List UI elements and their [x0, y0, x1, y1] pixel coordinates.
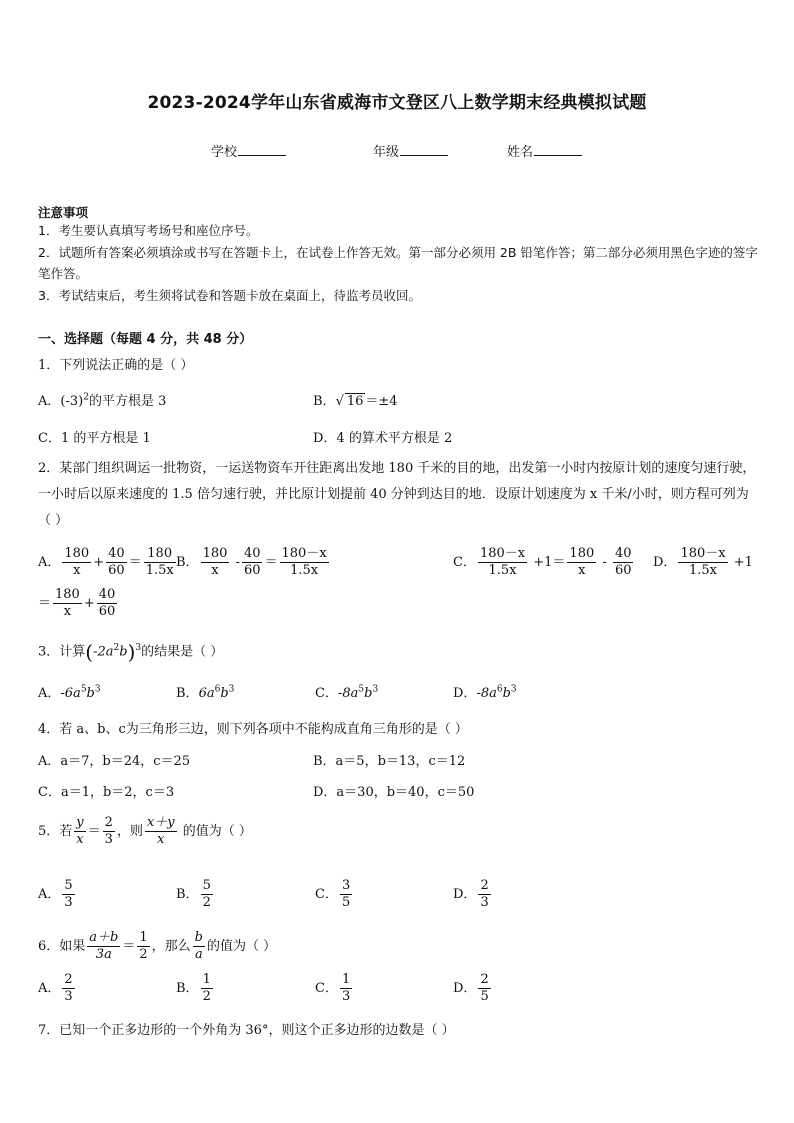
- q4-option-b[interactable]: B．a＝5，b＝13，c＝12: [313, 754, 466, 769]
- q1-option-b[interactable]: B．√ 16 ＝±4: [313, 394, 398, 409]
- q4-option-c[interactable]: C．a＝1，b＝2，c＝3: [38, 785, 175, 800]
- q1-stem: 1．下列说法正确的是（ ）: [38, 358, 194, 373]
- notice-item-1: 1．考生要认真填写考场号和座位序号。: [38, 223, 259, 238]
- school-field[interactable]: [211, 141, 286, 160]
- q2-stem: 2．某部门组织调运一批物资，一运送物资车开往距离出发地 180 千米的目的地，出发第一小时内按原计划的速度匀速行驶，一小时后以原来速度的 1.5 倍匀速行驶，并比原计划提前 40 分钟到达目的地．设原计划速度为 x 千米/小时，则方程可列为（ ）: [38, 461, 756, 528]
- notice-heading: 注意事项: [38, 205, 89, 220]
- q1-option-c[interactable]: C．1 的平方根是 1: [38, 431, 151, 446]
- q3-option-a[interactable]: A．$-6a^5b^3$: [38, 684, 101, 701]
- q4-option-d[interactable]: D．a＝30，b＝40，c＝50: [313, 785, 475, 800]
- name-field[interactable]: [507, 141, 582, 160]
- q3-option-d[interactable]: D．$-8a^6b^3$: [453, 684, 517, 701]
- q4-stem: 4．若 a、b、c为三角形三边，则下列各项中不能构成直角三角形的是（ ）: [38, 722, 468, 737]
- notice-item-3: 3．考试结束后，考生须将试卷和答题卡放在桌面上，待监考员收回。: [38, 288, 421, 303]
- q5-option-b[interactable]: B． $\frac{5}{2}$: [176, 878, 211, 910]
- q5-option-a[interactable]: A． $\frac{5}{3}$: [38, 878, 73, 910]
- q5-stem: 5．若 $\frac{y}{x}$ ＝ $\frac{2}{3}$ ，则 $\frac{x+y}{x}$ 的值为（ ）: [38, 815, 252, 847]
- q7-stem: 7．已知一个正多边形的一个外角为 36°，则这个正多边形的边数是（ ）: [38, 1023, 455, 1038]
- q2-option-a[interactable]: A． $\frac{180}{x}$ + $\frac{40}{60}$ ＝ $\frac{180}{1.5x}$: [38, 546, 174, 578]
- grade-label: 年级: [373, 145, 400, 160]
- q4-option-a[interactable]: A．a＝7，b＝24，c＝25: [38, 754, 191, 769]
- q2-option-d[interactable]: D． $\frac{180-x}{1.5x}$ +1: [653, 546, 753, 578]
- q3-option-b[interactable]: B．$6a^6b^3$: [176, 684, 235, 701]
- q2-option-d-continued: ＝ $\frac{180}{x}$ + $\frac{40}{60}$: [38, 587, 116, 619]
- q1-option-d[interactable]: D．4 的算术平方根是 2: [313, 431, 453, 446]
- school-label: 学校: [211, 145, 238, 160]
- grade-field[interactable]: [373, 141, 448, 160]
- q3-option-c[interactable]: C．$-8a^5b^3$: [315, 684, 379, 701]
- q2-option-b[interactable]: B． $\frac{180}{x}$ - $\frac{40}{60}$ ＝ $\frac{180-x}{1.5x}$: [176, 546, 327, 578]
- q1-option-a[interactable]: A．$(-3)^2$的平方根是 3: [38, 392, 167, 409]
- q6-option-c[interactable]: C． $\frac{1}{3}$: [315, 972, 351, 1004]
- q6-option-b[interactable]: B． $\frac{1}{2}$: [176, 972, 211, 1004]
- q3-stem: 3．计算$(-2a^2b)^3$的结果是（ ）: [38, 640, 224, 664]
- notice-item-2: 2．试题所有答案必须填涂或书写在答题卡上，在试卷上作答无效。第一部分必须用 2B 铅笔作答；第二部分必须用黑色字迹的签字笔作答。: [38, 245, 758, 281]
- q6-option-a[interactable]: A． $\frac{2}{3}$: [38, 972, 73, 1004]
- name-label: 姓名: [507, 145, 534, 160]
- section-heading: 一、选择题（每题 4 分，共 48 分）: [38, 332, 253, 347]
- q6-stem: 6．如果 $\frac{a+b}{3a}$ ＝ $\frac{1}{2}$ ，那么 $\frac{b}{a}$ 的值为（ ）: [38, 930, 277, 962]
- q6-option-d[interactable]: D． $\frac{2}{5}$: [453, 972, 489, 1004]
- q2-option-c[interactable]: C． $\frac{180-x}{1.5x}$ +1＝ $\frac{180}{x}$ - $\frac{40}{60}$: [453, 546, 632, 578]
- page-title: 2023-2024学年山东省威海市文登区八上数学期末经典模拟试题: [147, 93, 647, 113]
- q5-option-d[interactable]: D． $\frac{2}{3}$: [453, 878, 489, 910]
- q5-option-c[interactable]: C． $\frac{3}{5}$: [315, 878, 351, 910]
